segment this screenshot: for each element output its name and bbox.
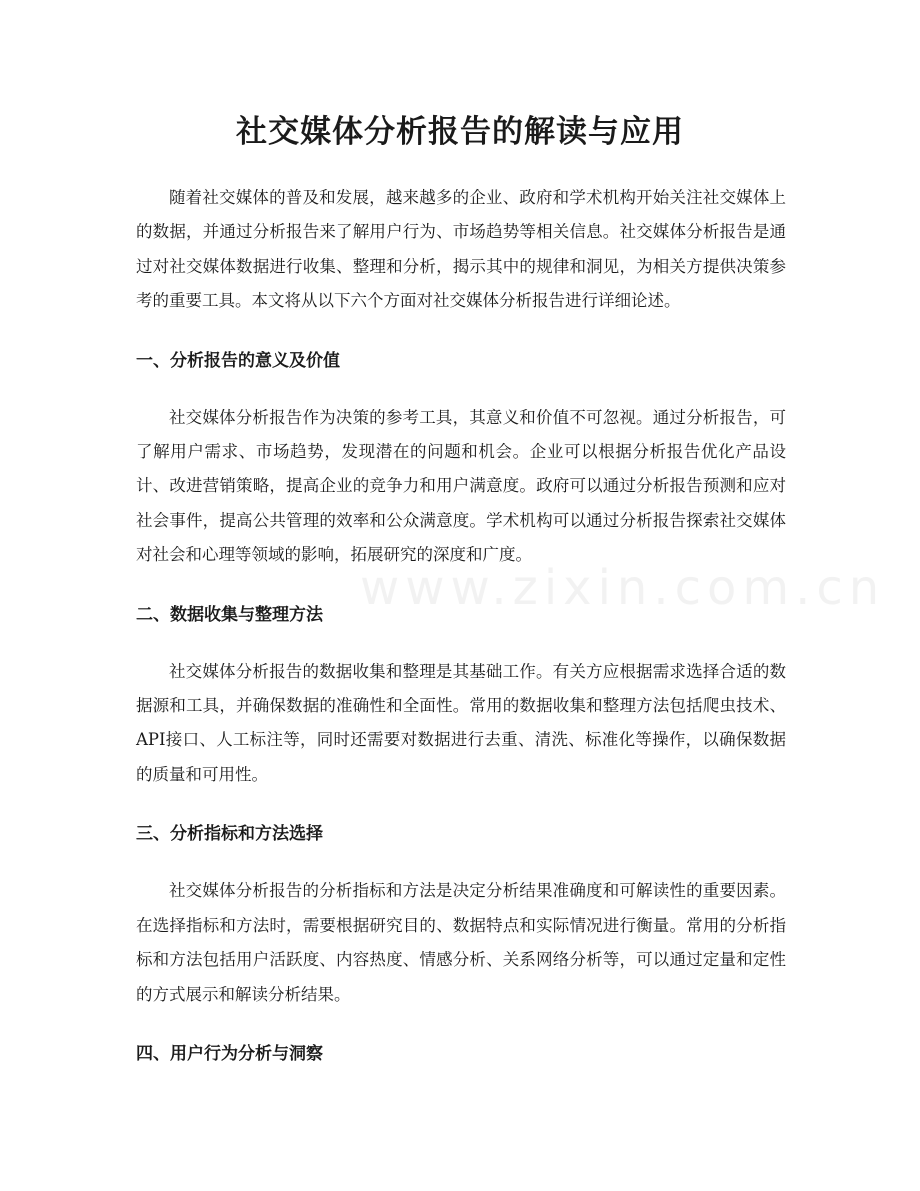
spacer (136, 792, 786, 818)
document-title: 社交媒体分析报告的解读与应用 (236, 114, 684, 150)
section-2-heading: 二、数据收集与整理方法 (136, 604, 323, 625)
spacer (136, 377, 786, 401)
spacer (136, 850, 786, 874)
document-body (136, 181, 786, 1070)
section-1-heading: 一、分析报告的意义及价值 (136, 350, 340, 371)
watermark-text: www.zixin.com.cn (360, 560, 886, 616)
section-2-paragraph: 社交媒体分析报告的数据收集和整理是其基础工作。有关方应根据需求选择合适的数据源和工具，并确保数据的准确性和全面性。常用的数据收集和整理方法包括爬虫技术、API接口、人工标注等，同时还需要对数据进行去重、清洗、标准化等操作，以确保数据的质量和可用性。 (136, 661, 786, 784)
section-1-paragraph: 社交媒体分析报告作为决策的参考工具，其意义和价值不可忽视。通过分析报告，可了解用户需求、市场趋势，发现潜在的问题和机会。企业可以根据分析报告优化产品设计、改进营销策略，提高企业的竞争力和用户满意度。政府可以通过分析报告预测和应对社会事件，提高公共管理的效率和公众满意度。学术机构可以通过分析报告探索社交媒体对社会和心理等领域的影响，拓展研究的深度和广度。 (136, 407, 786, 565)
section-3-heading: 三、分析指标和方法选择 (136, 824, 323, 845)
intro-paragraph: 随着社交媒体的普及和发展，越来越多的企业、政府和学术机构开始关注社交媒体上的数据，并通过分析报告来了解用户行为、市场趋势等相关信息。社交媒体分析报告是通过对社交媒体数据进行收集、整理和分析，揭示其中的规律和洞见，为相关方提供决策参考的重要工具。本文将从以下六个方面对社交媒体分析报告进行详细论述。 (136, 188, 786, 311)
spacer (136, 573, 786, 599)
section-3-paragraph: 社交媒体分析报告的分析指标和方法是决定分析结果准确度和可解读性的重要因素。在选择指标和方法时，需要根据研究目的、数据特点和实际情况进行衡量。常用的分析指标和方法包括用户活跃度、内容热度、情感分析、关系网络分析等，可以通过定量和定性的方式展示和解读分析结果。 (136, 881, 786, 1004)
section-4-heading: 四、用户行为分析与洞察 (136, 1043, 323, 1064)
spacer (136, 631, 786, 655)
spacer (136, 319, 786, 345)
spacer (136, 1012, 786, 1038)
